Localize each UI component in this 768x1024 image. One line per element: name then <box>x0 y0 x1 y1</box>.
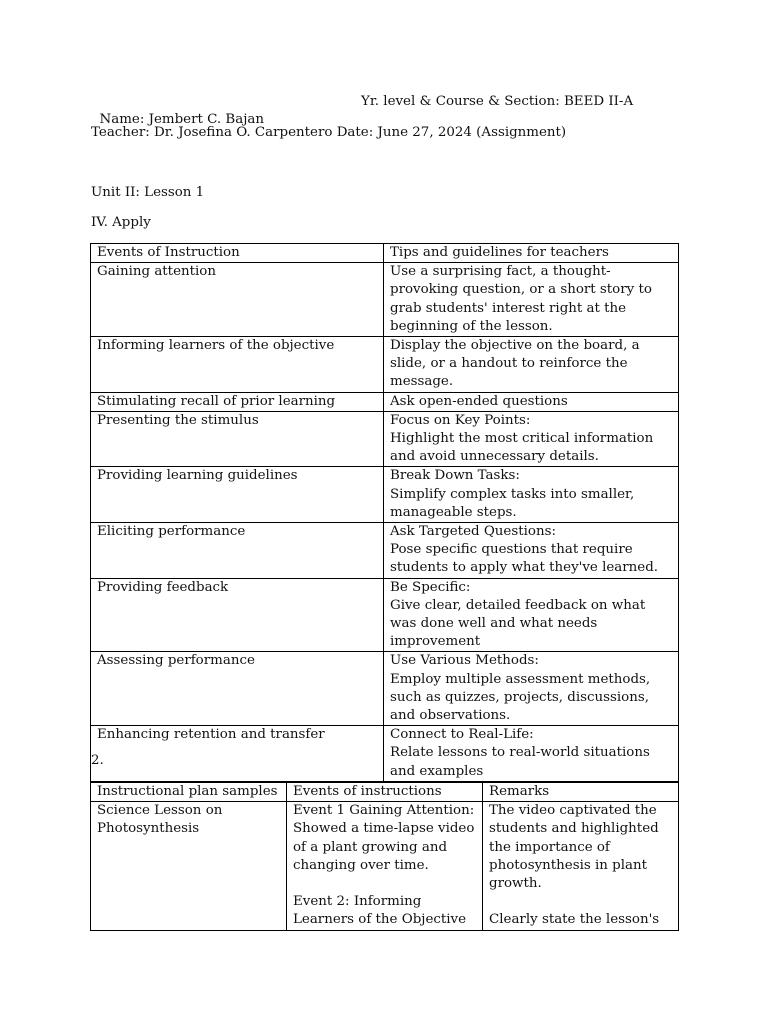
table-header-row <box>91 244 679 263</box>
events-of-instruction-table <box>90 243 679 782</box>
teacher-date-line: Teacher: Dr. Josefina O. Carpentero Date: June 27, 2024 (Assignment) <box>91 125 567 140</box>
column-header: Instructional plan samples <box>91 783 287 802</box>
tip-cell: Connect to Real-Life: Relate lessons to real-world situations and examples <box>384 726 679 782</box>
table-row <box>91 411 679 467</box>
column-header: Remarks <box>483 783 679 802</box>
event-cell: Providing feedback <box>91 578 384 652</box>
event-cell: Providing learning guidelines <box>91 467 384 523</box>
tip-cell: Use a surprising fact, a thought-provoking question, or a short story to grab students' interest right at the beginning of the lesson. <box>384 263 679 337</box>
event-cell: Assessing performance <box>91 652 384 726</box>
table-row <box>91 392 679 411</box>
event-cell: Stimulating recall of prior learning <box>91 392 384 411</box>
event-cell: Eliciting performance <box>91 523 384 579</box>
table-row <box>91 337 679 393</box>
event-cell: Gaining attention <box>91 263 384 337</box>
student-name: Name: Jembert C. Bajan <box>99 112 264 127</box>
instructional-plan-table <box>90 782 679 931</box>
tip-cell: Break Down Tasks: Simplify complex tasks into smaller, manageable steps. <box>384 467 679 523</box>
sample-cell: Science Lesson on Photosynthesis <box>91 802 287 930</box>
remarks-cell: The video captivated the students and highlighted the importance of photosynthesis in plant growth. Clearly state the lesson's <box>483 802 679 930</box>
apply-heading: IV. Apply <box>91 215 151 230</box>
tip-cell: Ask Targeted Questions: Pose specific questions that require students to apply what they've learned. <box>384 523 679 579</box>
table-row <box>91 652 679 726</box>
tip-cell: Display the objective on the board, a slide, or a handout to reinforce the message. <box>384 337 679 393</box>
events-cell: Event 1 Gaining Attention: Showed a time-lapse video of a plant growing and changing over time. Event 2: Informing Learners of the Objective <box>287 802 483 930</box>
unit-heading: Unit II: Lesson 1 <box>91 185 205 200</box>
table-row <box>91 802 679 930</box>
table-row <box>91 578 679 652</box>
event-cell: Presenting the stimulus <box>91 411 384 467</box>
column-header: Tips and guidelines for teachers <box>384 244 679 263</box>
event-cell: Informing learners of the objective <box>91 337 384 393</box>
tip-cell: Use Various Methods: Employ multiple assessment methods, such as quizzes, projects, discussions, and observations. <box>384 652 679 726</box>
section-2-label: 2. <box>91 753 104 768</box>
event-cell: Enhancing retention and transfer <box>91 726 384 782</box>
table-row <box>91 263 679 337</box>
table-row <box>91 467 679 523</box>
table-row <box>91 726 679 782</box>
table-header-row <box>91 783 679 802</box>
column-header: Events of instructions <box>287 783 483 802</box>
tip-cell: Ask open-ended questions <box>384 392 679 411</box>
table-row <box>91 523 679 579</box>
tip-cell: Focus on Key Points: Highlight the most critical information and avoid unnecessary details. <box>384 411 679 467</box>
tip-cell: Be Specific: Give clear, detailed feedback on what was done well and what needs improvement <box>384 578 679 652</box>
yr-level-course-section: Yr. level & Course & Section: BEED II-A <box>361 94 634 109</box>
column-header: Events of Instruction <box>91 244 384 263</box>
